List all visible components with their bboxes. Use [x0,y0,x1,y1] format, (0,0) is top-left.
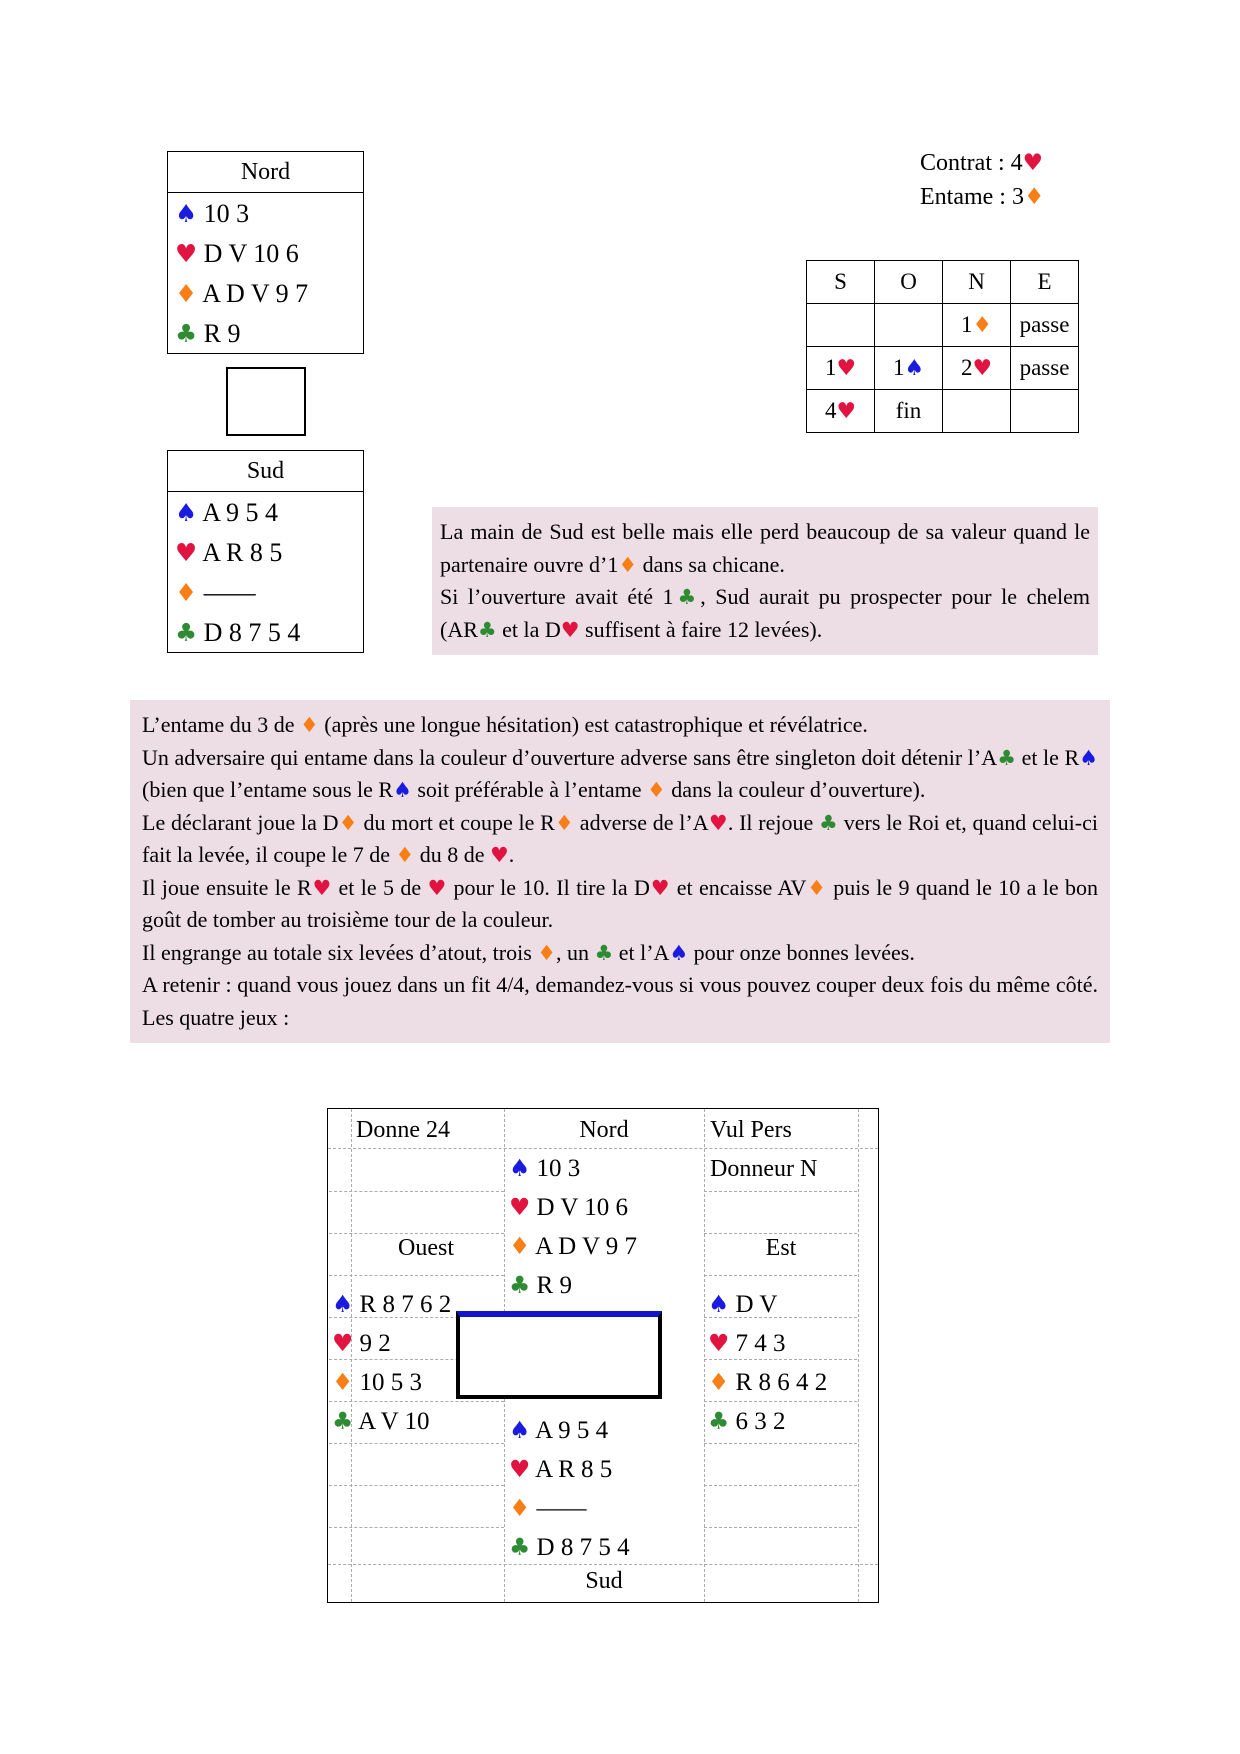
south-hand-note [432,507,1098,655]
north-hearts-line: ♥ D V 10 6 [175,239,299,268]
bid-cell: passe [1011,304,1079,347]
diagram-north-hand [509,1149,637,1305]
cl-suit-icon: ♣ [509,1271,531,1299]
sp-suit-icon: ♠ [509,1154,531,1182]
diagram-south-hand [509,1411,630,1567]
analysis-paragraph: Un adversaire qui entame dans la couleur d’ouverture adverse sans être singleton doit détenir l’A♣ et le R♠ (bien que l’entame sous le R♠ soit préférable à l’entame ♦ dans la couleur d’ouverture). [142,744,1098,802]
hand-line: ♥ A R 8 5 [509,1455,613,1483]
dashed-gridline [704,1443,857,1444]
dashed-gridline [329,1485,504,1486]
bidding-row [807,347,1079,390]
di-suit-icon: ♦ [554,810,575,835]
hand-line: ♥ 7 4 3 [708,1329,786,1357]
dashed-gridline [329,1191,504,1192]
he-suit-icon: ♥ [490,843,509,867]
south-clubs-line: ♣ D 8 7 5 4 [175,618,301,647]
bid-cell [875,304,943,347]
cl-suit-icon: ♣ [819,810,839,835]
analysis-paragraph: Il joue ensuite le R♥ et le 5 de ♥ pour le 10. Il tire la D♥ et encaisse AV♦ puis le 9 quand le 10 a le bon goût de tomber au troisième tour de la couleur. [142,874,1098,932]
bid-cell [943,390,1011,433]
bid-cell: 1♥ [807,347,875,390]
sp-suit-icon: ♠ [175,498,198,527]
bidding-table [806,260,1079,433]
hand-line: ♠ D V [708,1290,778,1318]
diagram-north-label: Nord [579,1117,629,1143]
he-suit-icon: ♥ [175,239,198,268]
cl-suit-icon: ♣ [175,319,198,348]
cl-suit-icon: ♣ [673,585,701,609]
analysis-paragraph: Le déclarant joue la D♦ du mort et coupe le R♦ adverse de l’A♥. Il rejoue ♣ vers le Roi et, quand celui-ci fait la levée, il coupe le 7 de ♦ du 8 de ♥. [142,809,1098,867]
dashed-gridline [704,1485,857,1486]
di-suit-icon: ♦ [300,713,319,737]
he-suit-icon: ♥ [708,810,728,835]
di-suit-icon: ♦ [618,552,638,577]
bid-cell: passe [1011,347,1079,390]
note-paragraph: Si l’ouverture avait été 1♣, Sud aurait pu prospecter pour le chelem (AR♣ et la D♥ suffisent à faire 12 levées). [440,584,1090,642]
sp-suit-icon: ♠ [708,1290,730,1318]
hand-line: ♠ A 9 5 4 [509,1416,609,1444]
deal-diagram [327,1108,879,1603]
north-spades-line: ♠ 10 3 [175,199,250,228]
sp-suit-icon: ♠ [332,1290,354,1318]
sp-suit-icon: ♠ [669,940,689,965]
south-hearts-line: ♥ A R 8 5 [175,538,283,567]
di-suit-icon: ♦ [509,1232,531,1260]
north-clubs-line: ♣ R 9 [175,319,241,348]
diagram-south-label: Sud [585,1568,623,1594]
hand-line: ♠ R 8 7 6 2 [332,1290,452,1318]
he-suit-icon: ♥ [311,875,333,900]
he-suit-icon: ♥ [649,875,671,900]
bidding-header-west: O [875,261,943,304]
bidding-header-south: S [807,261,875,304]
hand-line: ♣ A V 10 [332,1407,430,1435]
bid-cell: 4♥ [807,390,875,433]
cl-suit-icon: ♣ [997,745,1017,770]
di-suit-icon: ♦ [806,875,827,900]
lead-line: Entame : 3♦ [920,184,1045,210]
dashed-gridline [329,1275,504,1276]
dashed-gridline [329,1443,504,1444]
sp-suit-icon: ♠ [904,356,925,381]
hand-line: ♥ D V 10 6 [509,1193,629,1221]
he-suit-icon: ♥ [509,1455,531,1483]
south-hand-title: Sud [168,451,363,492]
hand-line: ♦ 10 5 3 [332,1368,423,1396]
hand-line: ♦ A D V 9 7 [509,1232,638,1260]
analysis-paragraph: L’entame du 3 de ♦ (après une longue hésitation) est catastrophique et révélatrice. [142,712,868,737]
dashed-gridline [858,1109,859,1602]
north-hand-title: Nord [168,152,363,193]
bidding-header-row [807,261,1079,304]
cl-suit-icon: ♣ [708,1407,730,1435]
he-suit-icon: ♥ [1022,150,1044,176]
analysis-block [130,700,1110,1043]
analysis-paragraph: Il engrange au totale six levées d’atout, trois ♦, un ♣ et l’A♠ pour onze bonnes levées. [142,939,915,965]
he-suit-icon: ♥ [836,399,857,424]
diagram-west-label: Ouest [398,1235,454,1261]
hand-line: ♣ D 8 7 5 4 [509,1533,630,1561]
table-square [226,367,306,436]
di-suit-icon: ♦ [537,940,556,965]
bidding-row [807,390,1079,433]
hand-line: ♠ 10 3 [509,1154,581,1182]
south-hand-box [167,450,364,653]
sp-suit-icon: ♠ [1079,745,1098,770]
di-suit-icon: ♦ [708,1368,730,1396]
south-hand-cards [168,492,363,653]
contract-block [920,146,1044,214]
hand-line: ♥ 9 2 [332,1329,391,1357]
he-suit-icon: ♥ [972,356,993,381]
cl-suit-icon: ♣ [175,618,198,647]
dashed-gridline [704,1527,857,1528]
note-paragraph: La main de Sud est belle mais elle perd beaucoup de sa valeur quand le partenaire ouvre d’1♦ dans sa chicane. [440,519,1090,577]
north-hand-cards [168,193,363,354]
dashed-gridline [329,1233,504,1234]
he-suit-icon: ♥ [560,617,580,642]
board-number-label: Donne 24 [356,1117,450,1143]
dealer-label: Donneur N [710,1156,818,1182]
sp-suit-icon: ♠ [509,1416,531,1444]
bid-cell: 2♥ [943,347,1011,390]
cl-suit-icon: ♣ [594,940,614,965]
he-suit-icon: ♥ [332,1329,354,1357]
di-suit-icon: ♦ [647,778,666,802]
he-suit-icon: ♥ [708,1329,730,1357]
bid-cell: fin [875,390,943,433]
north-hand-box [167,151,364,354]
di-suit-icon: ♦ [175,279,198,308]
di-suit-icon: ♦ [332,1368,354,1396]
bid-cell [1011,390,1079,433]
dashed-gridline [704,1191,857,1192]
sp-suit-icon: ♠ [393,778,412,802]
di-suit-icon: ♦ [175,578,198,607]
hand-line: ♣ R 9 [509,1271,572,1299]
diagram-east-hand [708,1285,827,1441]
contract-line: Contrat : 4♥ [920,150,1044,176]
cl-suit-icon: ♣ [477,617,497,642]
he-suit-icon: ♥ [836,356,857,381]
di-suit-icon: ♦ [1023,184,1045,210]
north-diamonds-line: ♦ A D V 9 7 [175,279,309,308]
bidding-row [807,304,1079,347]
di-suit-icon: ♦ [395,843,415,867]
bidding-header-east: E [1011,261,1079,304]
diagram-table-square [456,1311,662,1399]
hand-line: ♣ 6 3 2 [708,1407,786,1435]
dashed-gridline [704,1109,705,1602]
south-diamonds-line: ♦ —— [175,578,256,607]
diagram-east-label: Est [765,1235,797,1261]
he-suit-icon: ♥ [175,538,198,567]
diagram-west-hand [332,1285,451,1441]
hand-line: ♦ —— [509,1494,587,1522]
di-suit-icon: ♦ [509,1494,531,1522]
cl-suit-icon: ♣ [332,1407,354,1435]
dashed-gridline [329,1527,504,1528]
he-suit-icon: ♥ [427,875,448,900]
sp-suit-icon: ♠ [175,199,198,228]
he-suit-icon: ♥ [509,1193,531,1221]
di-suit-icon: ♦ [338,810,358,835]
dashed-gridline [704,1233,857,1234]
vulnerability-label: Vul Pers [710,1117,792,1143]
di-suit-icon: ♦ [972,313,993,338]
cl-suit-icon: ♣ [509,1533,531,1561]
bid-cell: 1♠ [875,347,943,390]
bid-cell: 1♦ [943,304,1011,347]
dashed-gridline [704,1275,857,1276]
bid-cell [807,304,875,347]
hand-line: ♦ R 8 6 4 2 [708,1368,828,1396]
analysis-paragraph: A retenir : quand vous jouez dans un fit 4/4, demandez-vous si vous pouvez couper deux fois du même côté. Les quatre jeux : [142,972,1098,1030]
south-spades-line: ♠ A 9 5 4 [175,498,279,527]
bidding-header-north: N [943,261,1011,304]
